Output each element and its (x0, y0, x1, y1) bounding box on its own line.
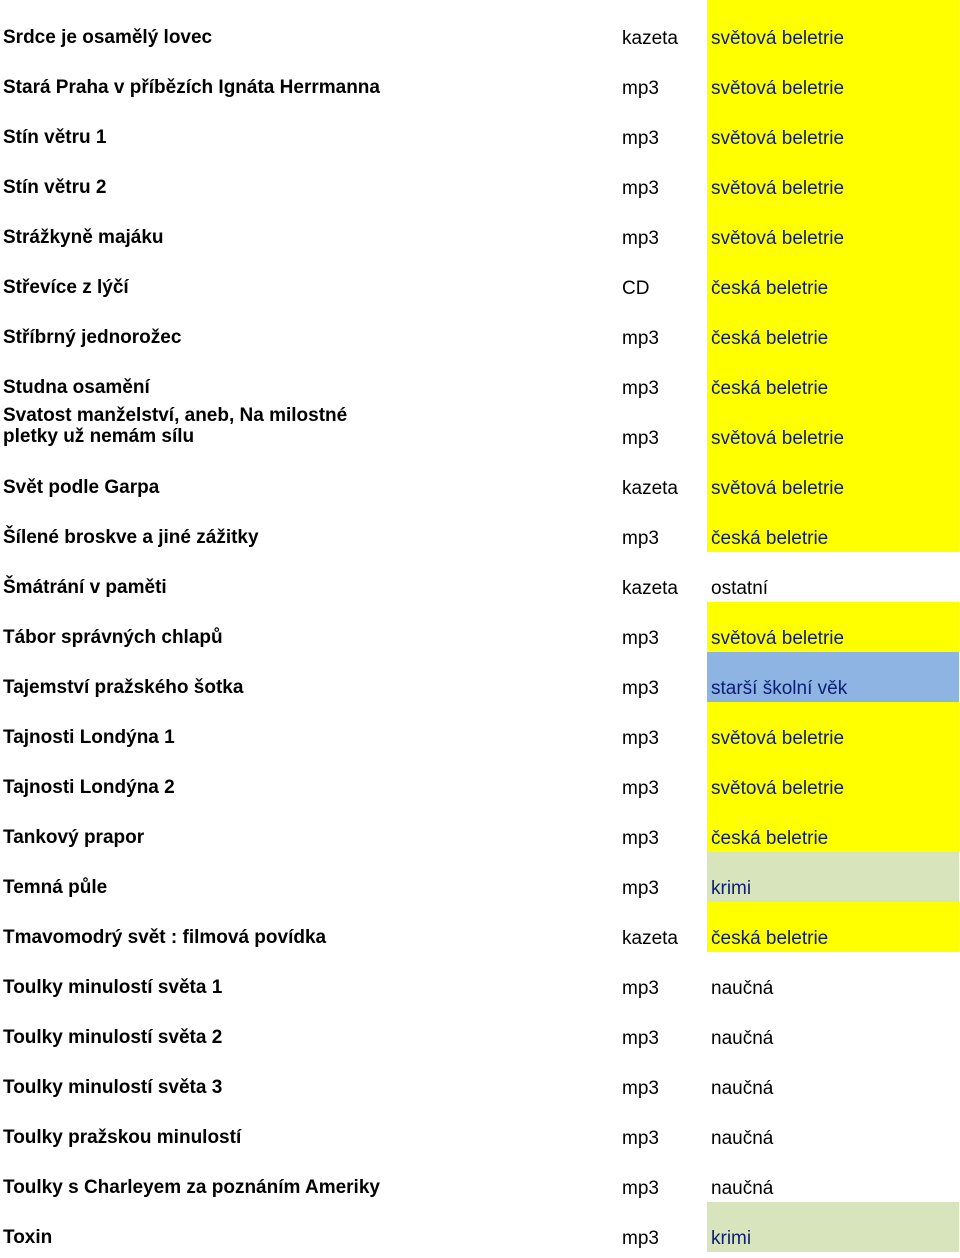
title-text: Tajnosti Londýna 2 (3, 777, 175, 798)
genre-text: světová beletrie (711, 628, 845, 649)
table-row (0, 1002, 960, 1052)
format-cell[interactable] (615, 0, 707, 52)
format-cell[interactable] (615, 702, 707, 752)
genre-text: světová beletrie (711, 178, 845, 199)
title-cell[interactable] (0, 602, 615, 652)
genre-text: česká beletrie (711, 278, 829, 299)
title-text: Toulky minulostí světa 3 (3, 1077, 223, 1098)
title-cell[interactable] (0, 452, 615, 502)
genre-text: naučná (711, 978, 774, 999)
format-cell[interactable] (615, 402, 707, 452)
genre-text: světová beletrie (711, 478, 845, 499)
format-text: kazeta (622, 28, 678, 49)
format-text: mp3 (622, 328, 659, 349)
format-text: mp3 (622, 1078, 659, 1099)
genre-cell[interactable] (707, 1102, 959, 1152)
table-row (0, 152, 960, 202)
genre-cell[interactable] (707, 852, 959, 902)
title-cell[interactable] (0, 502, 615, 552)
title-cell[interactable] (0, 802, 615, 852)
title-text: Střevíce z lýčí (3, 277, 129, 298)
genre-text: světová beletrie (711, 728, 845, 749)
format-text: mp3 (622, 528, 659, 549)
table-row (0, 1202, 960, 1252)
format-cell[interactable] (615, 452, 707, 502)
genre-cell[interactable] (707, 802, 959, 852)
title-cell[interactable] (0, 902, 615, 952)
format-text: mp3 (622, 1178, 659, 1199)
genre-cell[interactable] (707, 1202, 959, 1252)
table-row (0, 702, 960, 752)
genre-text: krimi (711, 1228, 752, 1249)
title-cell[interactable] (0, 1002, 615, 1052)
title-text: Šmátrání v paměti (3, 577, 167, 598)
genre-text: česká beletrie (711, 328, 829, 349)
title-cell[interactable] (0, 302, 615, 352)
title-text: Srdce je osamělý lovec (3, 27, 213, 48)
table-row (0, 802, 960, 852)
format-cell[interactable] (615, 952, 707, 1002)
format-cell[interactable] (615, 1052, 707, 1102)
format-cell[interactable] (615, 552, 707, 602)
title-cell[interactable] (0, 852, 615, 902)
format-cell[interactable] (615, 1152, 707, 1202)
genre-cell[interactable] (707, 952, 959, 1002)
format-text: mp3 (622, 78, 659, 99)
format-text: mp3 (622, 778, 659, 799)
title-cell[interactable] (0, 202, 615, 252)
genre-text: česká beletrie (711, 528, 829, 549)
title-text: Temná půle (3, 877, 108, 898)
format-cell[interactable] (615, 1102, 707, 1152)
genre-cell[interactable] (707, 702, 959, 752)
table-row (0, 652, 960, 702)
format-text: mp3 (622, 828, 659, 849)
format-cell[interactable] (615, 752, 707, 802)
genre-cell[interactable] (707, 102, 959, 152)
title-text: Stará Praha v příbězích Ignáta Herrmanna (3, 77, 380, 98)
genre-cell[interactable] (707, 502, 959, 552)
title-cell[interactable] (0, 1102, 615, 1152)
title-text: Tankový prapor (3, 827, 145, 848)
genre-text: naučná (711, 1028, 774, 1049)
genre-cell[interactable] (707, 552, 959, 602)
format-text: mp3 (622, 878, 659, 899)
format-cell[interactable] (615, 802, 707, 852)
genre-cell[interactable] (707, 352, 959, 402)
title-text: Toulky minulostí světa 1 (3, 977, 223, 998)
format-text: mp3 (622, 428, 659, 449)
format-text: kazeta (622, 578, 678, 599)
format-cell[interactable] (615, 502, 707, 552)
format-cell[interactable] (615, 1202, 707, 1252)
title-cell[interactable] (0, 1202, 615, 1252)
genre-text: krimi (711, 878, 752, 899)
genre-text: naučná (711, 1078, 774, 1099)
title-text: Stín větru 2 (3, 177, 107, 198)
title-text: Stříbrný jednorožec (3, 327, 182, 348)
format-cell[interactable] (615, 302, 707, 352)
title-cell[interactable] (0, 702, 615, 752)
title-text: Toxin (3, 1227, 53, 1248)
genre-text: česká beletrie (711, 928, 829, 949)
genre-cell[interactable] (707, 752, 959, 802)
table-row (0, 1102, 960, 1152)
title-text: Tajnosti Londýna 1 (3, 727, 175, 748)
title-cell[interactable] (0, 652, 615, 702)
table-row (0, 1152, 960, 1202)
format-cell[interactable] (615, 602, 707, 652)
genre-cell[interactable] (707, 302, 959, 352)
title-text: Toulky s Charleyem za poznáním Ameriky (3, 1177, 380, 1198)
title-cell[interactable] (0, 102, 615, 152)
format-cell[interactable] (615, 252, 707, 302)
genre-cell[interactable] (707, 602, 959, 652)
format-text: mp3 (622, 378, 659, 399)
table-row (0, 752, 960, 802)
genre-cell[interactable] (707, 1152, 959, 1202)
table-row (0, 402, 960, 452)
genre-text: ostatní (711, 578, 769, 599)
format-text: mp3 (622, 628, 659, 649)
title-cell[interactable] (0, 952, 615, 1002)
table-row (0, 352, 960, 402)
format-cell[interactable] (615, 352, 707, 402)
format-cell[interactable] (615, 652, 707, 702)
title-cell[interactable] (0, 402, 615, 452)
format-text: mp3 (622, 128, 659, 149)
genre-text: světová beletrie (711, 128, 845, 149)
table-row (0, 852, 960, 902)
title-text: Svatost manželství, aneb, Na milostné pletky už nemám sílu (3, 405, 348, 447)
table-row (0, 952, 960, 1002)
genre-text: starší školní věk (711, 678, 848, 699)
table-row (0, 902, 960, 952)
genre-cell[interactable] (707, 52, 959, 102)
title-cell[interactable] (0, 0, 615, 52)
format-cell[interactable] (615, 852, 707, 902)
genre-text: světová beletrie (711, 778, 845, 799)
format-text: mp3 (622, 228, 659, 249)
title-cell[interactable] (0, 552, 615, 602)
title-cell[interactable] (0, 752, 615, 802)
title-cell[interactable] (0, 152, 615, 202)
format-text: mp3 (622, 1228, 659, 1249)
table-row (0, 1052, 960, 1102)
table-row (0, 252, 960, 302)
format-text: kazeta (622, 928, 678, 949)
table-row (0, 602, 960, 652)
table-row (0, 102, 960, 152)
format-cell[interactable] (615, 52, 707, 102)
format-cell[interactable] (615, 1002, 707, 1052)
genre-text: světová beletrie (711, 228, 845, 249)
genre-text: světová beletrie (711, 78, 845, 99)
title-text: Tmavomodrý svět : filmová povídka (3, 927, 327, 948)
title-text: Svět podle Garpa (3, 477, 160, 498)
genre-text: světová beletrie (711, 428, 845, 449)
format-text: mp3 (622, 178, 659, 199)
genre-cell[interactable] (707, 402, 959, 452)
table-row (0, 452, 960, 502)
format-text: mp3 (622, 728, 659, 749)
title-text: Toulky minulostí světa 2 (3, 1027, 223, 1048)
genre-cell[interactable] (707, 902, 959, 952)
genre-text: naučná (711, 1128, 774, 1149)
table-row (0, 202, 960, 252)
genre-cell[interactable] (707, 152, 959, 202)
format-text: mp3 (622, 1028, 659, 1049)
title-text: Tajemství pražského šotka (3, 677, 244, 698)
format-text: mp3 (622, 678, 659, 699)
genre-text: česká beletrie (711, 378, 829, 399)
title-cell[interactable] (0, 1152, 615, 1202)
title-text: Toulky pražskou minulostí (3, 1127, 242, 1148)
format-text: kazeta (622, 478, 678, 499)
format-cell[interactable] (615, 202, 707, 252)
genre-cell[interactable] (707, 1052, 959, 1102)
genre-cell[interactable] (707, 1002, 959, 1052)
title-text: Stín větru 1 (3, 127, 107, 148)
title-cell[interactable] (0, 1052, 615, 1102)
format-text: mp3 (622, 978, 659, 999)
format-text: mp3 (622, 1128, 659, 1149)
genre-cell[interactable] (707, 452, 959, 502)
title-cell[interactable] (0, 352, 615, 402)
genre-cell[interactable] (707, 252, 959, 302)
table-row (0, 552, 960, 602)
table-row (0, 502, 960, 552)
format-cell[interactable] (615, 102, 707, 152)
title-text: Šílené broskve a jiné zážitky (3, 527, 259, 548)
title-text: Strážkyně majáku (3, 227, 164, 248)
table-row (0, 0, 960, 52)
title-text: Tábor správných chlapů (3, 627, 223, 648)
genre-cell[interactable] (707, 0, 959, 52)
title-text: Studna osamění (3, 377, 150, 398)
table-row (0, 52, 960, 102)
genre-text: česká beletrie (711, 828, 829, 849)
format-cell[interactable] (615, 902, 707, 952)
title-cell[interactable] (0, 252, 615, 302)
format-cell[interactable] (615, 152, 707, 202)
genre-text: světová beletrie (711, 28, 845, 49)
genre-cell[interactable] (707, 652, 959, 702)
genre-cell[interactable] (707, 202, 959, 252)
title-cell[interactable] (0, 52, 615, 102)
table-row (0, 302, 960, 352)
genre-text: naučná (711, 1178, 774, 1199)
format-text: CD (622, 278, 650, 299)
